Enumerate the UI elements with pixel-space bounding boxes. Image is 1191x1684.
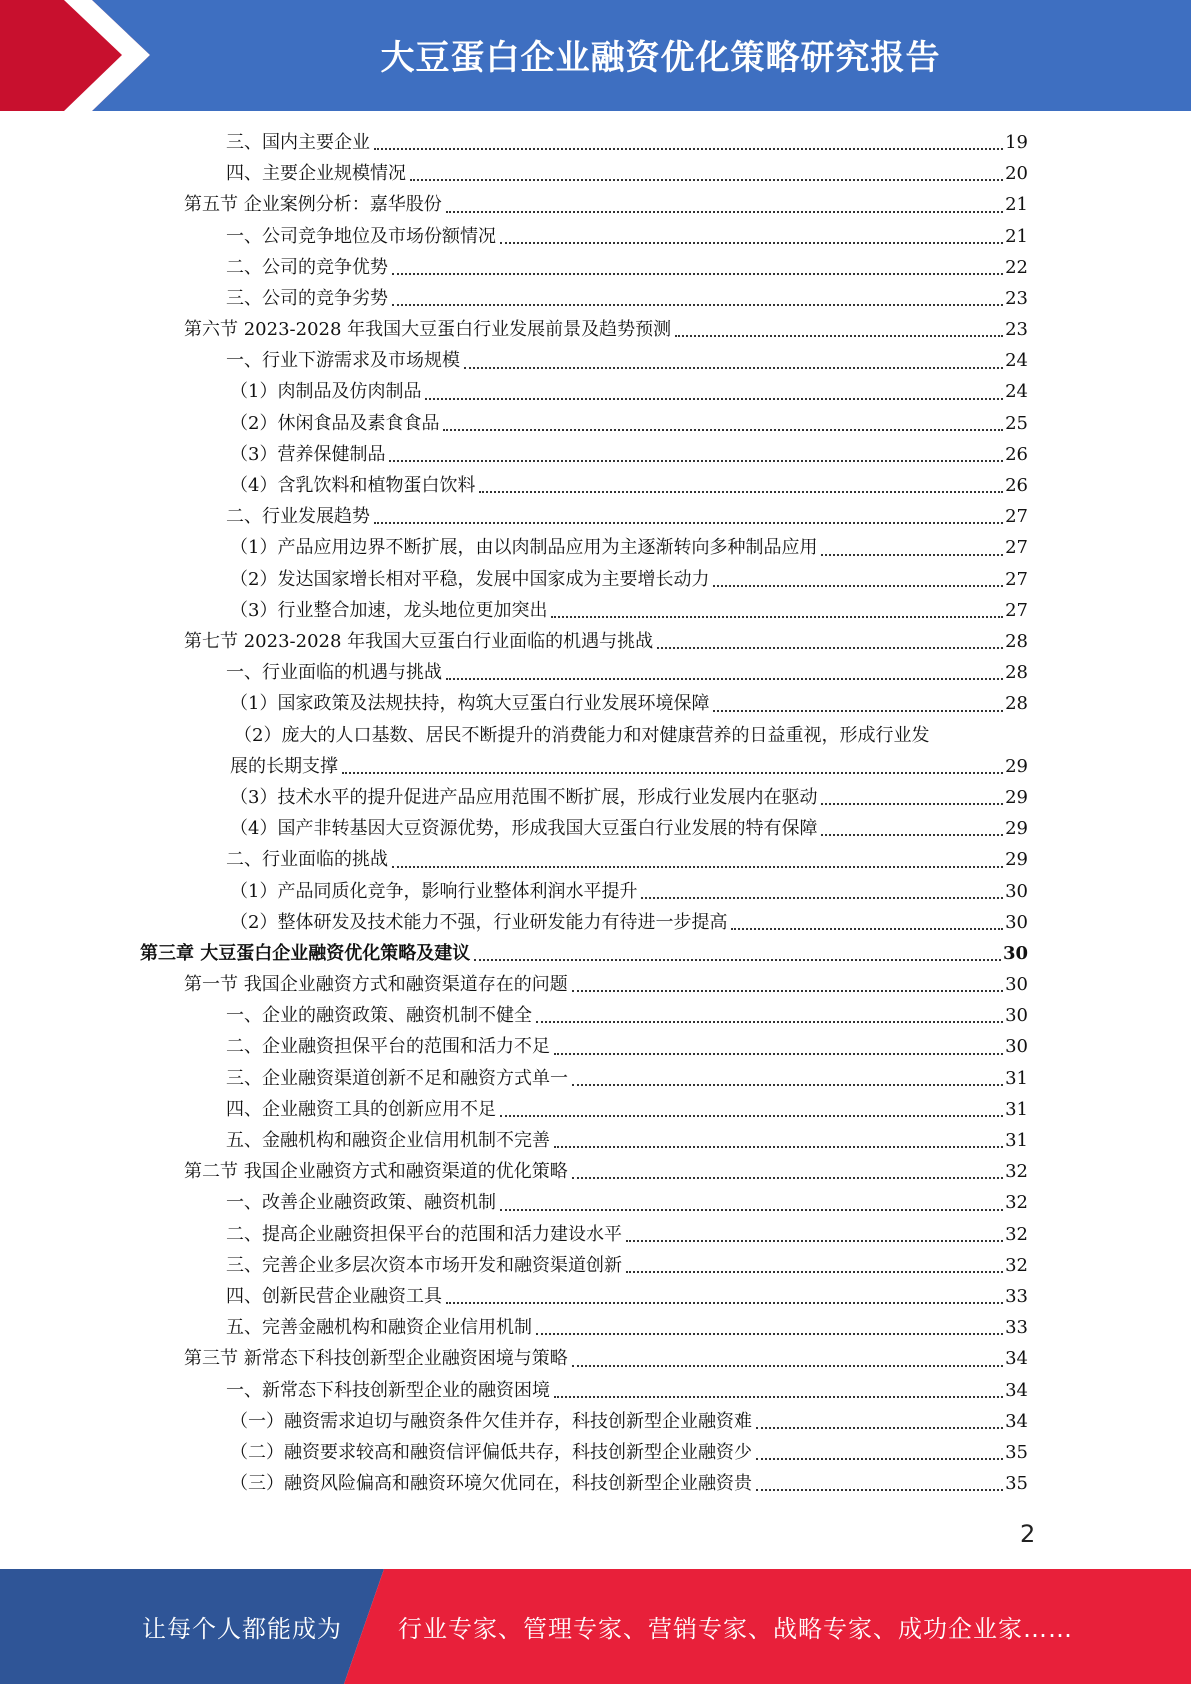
toc-page-number: 34 (1005, 1379, 1028, 1401)
toc-entry[interactable] (140, 938, 1028, 969)
toc-leader-dots (446, 678, 1003, 680)
toc-leader-dots (641, 897, 1003, 899)
page-header (0, 0, 1191, 111)
footer-tagline: 行业专家、管理专家、营销专家、战略专家、成功企业家…… (398, 1615, 1073, 1643)
toc-entry-text: 五、完善金融机构和融资企业信用机制 (226, 1317, 532, 1339)
toc-leader-dots (626, 1271, 1003, 1273)
toc-entry-text: 四、主要企业规模情况 (226, 163, 406, 185)
toc-entry[interactable] (140, 564, 1028, 595)
toc-entry[interactable] (140, 595, 1028, 626)
toc-entry-text: （三）融资风险偏高和融资环境欠优同在，科技创新型企业融资贵 (230, 1473, 752, 1495)
toc-leader-dots (756, 1489, 1003, 1491)
toc-entry[interactable] (140, 532, 1028, 563)
toc-page-number: 24 (1005, 381, 1028, 403)
toc-page-number: 29 (1005, 786, 1028, 808)
toc-leader-dots (342, 772, 1003, 774)
toc-page-number: 34 (1005, 1348, 1028, 1370)
toc-leader-dots (474, 959, 1001, 961)
toc-page-number: 32 (1005, 1161, 1028, 1183)
toc-entry-text: （4）国产非转基因大豆资源优势，形成我国大豆蛋白行业发展的特有保障 (230, 818, 818, 840)
toc-entry-text: （二）融资要求较高和融资信评偏低共存，科技创新型企业融资少 (230, 1441, 752, 1463)
toc-page-number: 29 (1005, 818, 1028, 840)
toc-leader-dots (446, 1302, 1003, 1304)
toc-page-number: 32 (1005, 1223, 1028, 1245)
toc-leader-dots (572, 1084, 1003, 1086)
toc-leader-dots (374, 148, 1003, 150)
header-red-chevron (0, 0, 150, 111)
toc-entry[interactable] (140, 283, 1028, 314)
toc-leader-dots (392, 866, 1003, 868)
toc-entry[interactable] (140, 876, 1028, 907)
toc-entry-text: 第三章 大豆蛋白企业融资优化策略及建议 (140, 942, 471, 964)
toc-entry[interactable] (140, 782, 1028, 813)
toc-entry-text: 第六节 2023-2028 年我国大豆蛋白行业发展前景及趋势预测 (184, 319, 672, 341)
footer-slogan: 让每个人都能成为 (142, 1615, 342, 1643)
toc-entry[interactable] (140, 1281, 1028, 1312)
toc-leader-dots (572, 990, 1003, 992)
toc-entry[interactable] (140, 1156, 1028, 1187)
toc-entry[interactable] (140, 252, 1028, 283)
toc-leader-dots (756, 1427, 1003, 1429)
toc-leader-dots (756, 1458, 1003, 1460)
toc-entry-text: 三、国内主要企业 (226, 131, 370, 153)
toc-page-number: 29 (1005, 755, 1028, 777)
toc-entry[interactable] (140, 1125, 1028, 1156)
toc-page-number: 34 (1005, 1410, 1028, 1432)
toc-page-number: 30 (1005, 911, 1028, 933)
toc-leader-dots (464, 367, 1003, 369)
report-title: 大豆蛋白企业融资优化策略研究报告 (380, 38, 941, 78)
toc-entry[interactable] (140, 969, 1028, 1000)
toc-entry-text: （4）含乳饮料和植物蛋白饮料 (230, 475, 476, 497)
toc-page-number: 32 (1005, 1254, 1028, 1276)
toc-entry[interactable] (140, 158, 1028, 189)
toc-page-number: 35 (1005, 1473, 1028, 1495)
toc-entry[interactable] (140, 1000, 1028, 1031)
toc-entry-text: 二、提高企业融资担保平台的范围和活力建设水平 (226, 1223, 622, 1245)
toc-page-number: 30 (1002, 942, 1028, 964)
toc-page-number: 29 (1005, 849, 1028, 871)
toc-leader-dots (821, 834, 1003, 836)
toc-page-number: 32 (1005, 1192, 1028, 1214)
toc-entry[interactable] (140, 439, 1028, 470)
toc-entry-text: 三、公司的竞争劣势 (226, 287, 388, 309)
toc-entry-text: （1）产品同质化竞争，影响行业整体利润水平提升 (230, 880, 638, 902)
toc-entry-text: 四、创新民营企业融资工具 (226, 1285, 442, 1307)
toc-entry-text: 二、企业融资担保平台的范围和活力不足 (226, 1036, 550, 1058)
toc-page-number: 28 (1005, 662, 1028, 684)
toc-page-number: 28 (1005, 693, 1028, 715)
toc-page-number: 33 (1005, 1285, 1028, 1307)
toc-entry-text: 第三节 新常态下科技创新型企业融资困境与策略 (184, 1348, 568, 1370)
toc-leader-dots (731, 928, 1003, 930)
toc-entry[interactable] (140, 470, 1028, 501)
toc-page-number: 31 (1005, 1098, 1028, 1120)
toc-entry-text: 二、行业面临的挑战 (226, 849, 388, 871)
toc-entry[interactable] (140, 1468, 1028, 1499)
toc-leader-dots (554, 1146, 1003, 1148)
toc-entry-text: 第五节 企业案例分析：嘉华股份 (184, 194, 442, 216)
toc-entry-text: 三、完善企业多层次资本市场开发和融资渠道创新 (226, 1254, 622, 1276)
toc-leader-dots (374, 522, 1003, 524)
toc-entry-text: 一、新常态下科技创新型企业的融资困境 (226, 1379, 550, 1401)
toc-leader-dots (500, 1115, 1003, 1117)
toc-leader-dots (392, 304, 1003, 306)
toc-page-number: 30 (1005, 1036, 1028, 1058)
toc-entry-text: 一、公司竞争地位及市场份额情况 (226, 225, 496, 247)
toc-entry[interactable] (140, 1187, 1028, 1218)
toc-entry[interactable] (140, 1063, 1028, 1094)
toc-entry[interactable] (140, 657, 1028, 688)
toc-leader-dots (446, 211, 1003, 213)
toc-entry-text: （一）融资需求迫切与融资条件欠佳并存，科技创新型企业融资难 (230, 1410, 752, 1432)
toc-entry-text: （1）国家政策及法规扶持，构筑大豆蛋白行业发展环境保障 (230, 693, 710, 715)
toc-entry-text: （3）行业整合加速，龙头地位更加突出 (230, 599, 548, 621)
toc-leader-dots (713, 585, 1003, 587)
toc-entry-text: 第一节 我国企业融资方式和融资渠道存在的问题 (184, 974, 568, 996)
toc-page-number: 21 (1005, 194, 1028, 216)
toc-leader-dots (626, 1240, 1003, 1242)
toc-entry[interactable] (140, 221, 1028, 252)
toc-entry[interactable] (140, 1343, 1028, 1374)
toc-page-number: 23 (1005, 319, 1028, 341)
toc-page-number: 33 (1005, 1317, 1028, 1339)
toc-entry-text-continued: 展的长期支撑 (230, 755, 338, 777)
toc-leader-dots (572, 1177, 1003, 1179)
toc-entry[interactable] (140, 377, 1028, 408)
toc-leader-dots (657, 647, 1003, 649)
toc-entry-text: 三、企业融资渠道创新不足和融资方式单一 (226, 1067, 568, 1089)
toc-leader-dots (389, 460, 1003, 462)
toc-leader-dots (554, 1396, 1003, 1398)
toc-entry[interactable] (140, 1094, 1028, 1125)
toc-leader-dots (479, 491, 1003, 493)
toc-leader-dots (821, 803, 1003, 805)
toc-entry-text: 五、金融机构和融资企业信用机制不完善 (226, 1130, 550, 1151)
toc-page-number: 27 (1005, 599, 1028, 621)
toc-leader-dots (425, 398, 1003, 400)
toc-entry-text: 一、行业面临的机遇与挑战 (226, 662, 442, 684)
page-footer (0, 1569, 1191, 1684)
toc-entry[interactable] (140, 1219, 1028, 1250)
toc-page-number: 26 (1005, 475, 1028, 497)
toc-entry[interactable] (140, 720, 1028, 782)
toc-page-number: 24 (1005, 350, 1028, 372)
toc-page-number: 25 (1005, 412, 1028, 434)
toc-page-number: 28 (1005, 630, 1028, 652)
toc-entry-text: 二、公司的竞争优势 (226, 256, 388, 278)
toc-leader-dots (551, 616, 1003, 618)
toc-leader-dots (675, 335, 1003, 337)
toc-page-number: 21 (1005, 225, 1028, 247)
toc-entry[interactable] (140, 688, 1028, 719)
toc-entry-text: （2）整体研发及技术能力不强，行业研发能力有待进一步提高 (230, 911, 728, 933)
page-number: 2 (1020, 1520, 1036, 1548)
toc-entry[interactable] (140, 626, 1028, 657)
toc-entry[interactable] (140, 345, 1028, 376)
toc-page-number: 31 (1005, 1067, 1028, 1089)
toc-entry-text: 第二节 我国企业融资方式和融资渠道的优化策略 (184, 1161, 568, 1183)
toc-entry[interactable] (140, 907, 1028, 938)
toc-entry-text: 二、行业发展趋势 (226, 506, 370, 528)
toc-entry[interactable] (140, 844, 1028, 875)
toc-entry-text: （2）休闲食品及素食食品 (230, 412, 440, 434)
toc-leader-dots (536, 1333, 1003, 1335)
toc-entry-text: 一、行业下游需求及市场规模 (226, 350, 460, 372)
toc-entry-text: 一、企业的融资政策、融资机制不健全 (226, 1005, 532, 1027)
toc-page-number: 26 (1005, 443, 1028, 465)
toc-entry[interactable] (140, 1437, 1028, 1468)
toc-entry[interactable] (140, 1250, 1028, 1281)
toc-entry[interactable] (140, 813, 1028, 844)
toc-leader-dots (410, 179, 1003, 181)
toc-entry-text: （2）发达国家增长相对平稳，发展中国家成为主要增长动力 (230, 568, 710, 590)
toc-leader-dots (500, 1209, 1003, 1211)
toc-entry-text: （1）产品应用边界不断扩展，由以肉制品应用为主逐渐转向多种制品应用 (230, 537, 818, 559)
toc-page-number: 35 (1005, 1441, 1028, 1463)
toc-page-number: 30 (1005, 974, 1028, 996)
toc-entry[interactable] (140, 1375, 1028, 1406)
toc-leader-dots (392, 273, 1003, 275)
toc-page-number: 19 (1005, 131, 1028, 153)
toc-entry[interactable] (140, 189, 1028, 220)
toc-entry-text: （3）营养保健制品 (230, 443, 386, 465)
toc-leader-dots (821, 554, 1003, 556)
toc-leader-dots (443, 429, 1003, 431)
table-of-contents (140, 127, 1028, 1499)
toc-leader-dots (572, 1365, 1003, 1367)
toc-page-number: 27 (1005, 568, 1028, 590)
toc-entry[interactable] (140, 408, 1028, 439)
toc-entry[interactable] (140, 127, 1028, 158)
toc-page-number: 30 (1005, 880, 1028, 902)
toc-entry-text: （3）技术水平的提升促进产品应用范围不断扩展，形成行业发展内在驱动 (230, 786, 818, 808)
toc-leader-dots (500, 242, 1003, 244)
toc-page-number: 27 (1005, 537, 1028, 559)
toc-page-number: 20 (1005, 163, 1028, 185)
toc-entry-text: 第七节 2023-2028 年我国大豆蛋白行业面临的机遇与挑战 (184, 630, 654, 652)
toc-page-number: 22 (1005, 256, 1028, 278)
toc-entry[interactable] (140, 1031, 1028, 1062)
toc-page-number: 27 (1005, 506, 1028, 528)
toc-leader-dots (536, 1021, 1003, 1023)
toc-page-number: 31 (1005, 1130, 1028, 1151)
toc-leader-dots (713, 710, 1003, 712)
toc-entry-text: 四、企业融资工具的创新应用不足 (226, 1098, 496, 1120)
toc-leader-dots (554, 1053, 1003, 1055)
toc-entry-text: 一、改善企业融资政策、融资机制 (226, 1192, 496, 1214)
toc-entry-text: （1）肉制品及仿肉制品 (230, 381, 422, 403)
toc-page-number: 23 (1005, 287, 1028, 309)
toc-entry-text: （2）庞大的人口基数、居民不断提升的消费能力和对健康营养的日益重视，形成行业发 (234, 724, 930, 746)
toc-page-number: 30 (1005, 1005, 1028, 1027)
toc-entry[interactable] (140, 314, 1028, 345)
toc-entry[interactable] (140, 501, 1028, 532)
toc-entry[interactable] (140, 1406, 1028, 1437)
toc-entry[interactable] (140, 1312, 1028, 1343)
